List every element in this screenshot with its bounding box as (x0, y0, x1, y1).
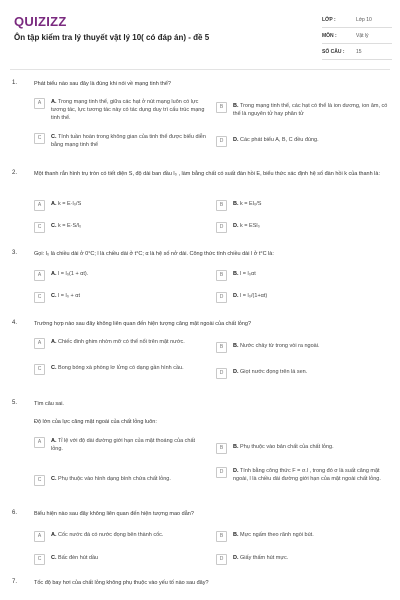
option-text: Giọt nước đọng trên lá sen. (240, 369, 308, 375)
question-number: 1. (12, 80, 18, 86)
option-key: D. (233, 293, 239, 299)
option-key: B. (233, 444, 239, 450)
option-key: B. (233, 532, 239, 538)
meta-subject (322, 28, 392, 44)
header-divider (10, 69, 390, 70)
option-letter: D (216, 554, 227, 565)
option-text: k = E·S/l₀ (58, 223, 82, 229)
option-d[interactable] (216, 467, 388, 483)
option-text: l = l₀ + αt (58, 293, 81, 299)
question-text: Một thanh rắn hình trụ tròn có tiết diện S, độ dài ban đầu l₀ , làm bằng chất có suất đàn hồi E, biểu thức xác định hệ số đàn hồi k của thanh là: (34, 171, 380, 177)
question-subtext: Độ lớn của lực căng mặt ngoài của chất lỏng luôn: (34, 419, 157, 425)
question-number: 2. (12, 170, 18, 176)
option-letter: A (34, 437, 45, 448)
question-1 (12, 80, 388, 160)
option-text: l = l₀(1 + αt). (58, 271, 89, 277)
option-c[interactable] (34, 292, 206, 303)
option-key: C. (51, 476, 57, 482)
option-c[interactable] (34, 364, 206, 375)
option-text: Chiếc đinh ghim nhờn mỡ có thể nổi trên mặt nước. (58, 339, 185, 345)
option-letter: B (216, 102, 227, 113)
option-text: k = ESl₀ (240, 223, 260, 229)
option-b[interactable] (216, 102, 388, 118)
option-text: Cốc nước đá có nước đọng bên thành cốc. (58, 532, 164, 538)
question-text: Tốc độ bay hơi của chất lỏng không phụ thuộc vào yếu tố nào sau đây? (34, 580, 209, 586)
option-b[interactable] (216, 200, 388, 211)
option-key: C. (51, 555, 57, 561)
option-letter: C (34, 475, 45, 486)
option-a[interactable] (34, 531, 206, 542)
option-c[interactable] (34, 554, 206, 565)
meta-label: MÔN : (322, 32, 337, 39)
question-4 (12, 320, 388, 390)
option-text: Trong mạng tinh thể, các hạt có thể là ion dương, ion âm, có thể là nguyên tử hay phân tử (233, 103, 388, 117)
option-d[interactable] (216, 554, 388, 565)
option-a[interactable] (34, 338, 206, 349)
option-a[interactable] (34, 98, 206, 122)
option-key: C. (51, 365, 57, 371)
option-text: Bấc đèn hút dầu (58, 555, 99, 561)
meta-value: 15 (356, 48, 362, 55)
option-letter: C (34, 364, 45, 375)
question-5 (12, 400, 388, 500)
question-6 (12, 510, 388, 570)
option-text: l = l₀αt (240, 271, 256, 277)
option-text: Trong mạng tinh thể, giữa các hạt ở nút mạng luôn có lực tương tác, lực tương tác này có tác dụng duy trì cấu trúc mạng tinh thể. (51, 99, 205, 121)
option-letter: C (34, 292, 45, 303)
option-key: C. (51, 223, 57, 229)
option-b[interactable] (216, 270, 388, 281)
option-a[interactable] (34, 437, 206, 453)
question-number: 5. (12, 400, 18, 406)
option-letter: C (34, 133, 45, 144)
option-c[interactable] (34, 475, 206, 486)
option-text: l = l₀/(1+αt) (240, 293, 268, 299)
question-2 (12, 170, 388, 240)
question-text: Trường hợp nào sau đây không liên quan đến hiện tượng căng mặt ngoài của chất lỏng? (34, 321, 252, 327)
question-text: Tìm câu sai. (34, 401, 64, 407)
option-letter: D (216, 368, 227, 379)
option-letter: A (34, 338, 45, 349)
meta-value: Vật lý (356, 32, 369, 39)
option-d[interactable] (216, 368, 388, 379)
option-key: A. (51, 271, 57, 277)
option-key: D. (233, 369, 239, 375)
option-key: C. (51, 293, 57, 299)
option-a[interactable] (34, 200, 206, 211)
option-key: B. (233, 201, 239, 207)
option-text: Phụ thuộc vào hình dạng bình chứa chất lỏng. (58, 476, 171, 482)
option-text: k = El₀/S (240, 201, 262, 207)
option-c[interactable] (34, 133, 206, 149)
option-text: Giấy thấm hút mực. (240, 555, 289, 561)
option-text: Nước chảy từ trong vòi ra ngoài. (240, 343, 320, 349)
option-text: k = E·l₀/S (58, 201, 82, 207)
option-text: Mực ngấm theo rãnh ngòi bút. (240, 532, 314, 538)
meta-class (322, 12, 392, 28)
option-text: Tỉ lệ với độ dài đường giới hạn của mặt thoáng của chất lỏng. (51, 438, 196, 452)
question-text: Biểu hiện nào sau đây không liên quan đến hiện tượng mao dẫn? (34, 511, 194, 517)
option-d[interactable] (216, 222, 388, 233)
option-b[interactable] (216, 443, 388, 454)
question-number: 3. (12, 250, 18, 256)
option-c[interactable] (34, 222, 206, 233)
option-text: Tính bằng công thức F = σ.l , trong đó σ là suất căng mặt ngoài, l là chiều dài đường giới hạn của mặt ngoài chất lỏng. (233, 468, 381, 482)
option-letter: A (34, 200, 45, 211)
question-text: Phát biểu nào sau đây là đúng khi nói về mạng tinh thể? (34, 81, 171, 87)
option-text: Các phát biểu A, B, C đều đúng. (240, 137, 319, 143)
option-text: Phụ thuộc vào bản chất của chất lỏng. (240, 444, 334, 450)
question-number: 6. (12, 510, 18, 516)
option-letter: C (34, 222, 45, 233)
question-number: 4. (12, 320, 18, 326)
option-d[interactable] (216, 136, 388, 147)
option-letter: D (216, 467, 227, 478)
option-b[interactable] (216, 531, 388, 542)
option-letter: A (34, 270, 45, 281)
option-key: D. (233, 555, 239, 561)
meta-value: Lớp 10 (356, 16, 372, 23)
option-letter: B (216, 443, 227, 454)
option-key: C. (51, 134, 57, 140)
option-key: B. (233, 343, 239, 349)
meta-box (322, 12, 392, 60)
meta-count (322, 44, 392, 60)
question-3 (12, 250, 388, 310)
option-key: A. (51, 438, 57, 444)
option-key: A. (51, 339, 57, 345)
option-letter: A (34, 98, 45, 109)
option-key: D. (233, 223, 239, 229)
question-7 (12, 579, 388, 593)
option-a[interactable] (34, 270, 206, 281)
option-text: Bong bóng xà phòng lơ lửng có dạng gần hình cầu. (58, 365, 184, 371)
option-b[interactable] (216, 342, 388, 353)
option-letter: B (216, 200, 227, 211)
option-key: A. (51, 99, 57, 105)
option-letter: D (216, 136, 227, 147)
quizizz-logo: QUIZIZZ (14, 14, 67, 29)
option-letter: D (216, 292, 227, 303)
option-key: B. (233, 103, 239, 109)
meta-label: SỐ CÂU : (322, 48, 345, 55)
meta-label: LỚP : (322, 16, 336, 23)
option-d[interactable] (216, 292, 388, 303)
question-text: Gọi: l₀ là chiều dài ở 0°C; l là chiều dài ở t°C; α là hệ số nở dài. Công thức tính chiều dài l ở t°C là: (34, 251, 274, 257)
option-letter: B (216, 342, 227, 353)
option-key: A. (51, 532, 57, 538)
option-letter: B (216, 270, 227, 281)
option-key: B. (233, 271, 239, 277)
option-letter: B (216, 531, 227, 542)
worksheet-header (0, 0, 400, 66)
option-letter: A (34, 531, 45, 542)
option-letter: C (34, 554, 45, 565)
option-key: D. (233, 468, 239, 474)
worksheet-title: Ôn tập kiểm tra lý thuyết vật lý 10( có đáp án) - đề 5 (14, 33, 210, 42)
option-key: D. (233, 137, 239, 143)
option-key: A. (51, 201, 57, 207)
option-text: Tính tuần hoàn trong không gian của tinh thể được biểu diễn bằng mạng tinh thể (51, 134, 206, 148)
question-number: 7. (12, 579, 18, 585)
option-letter: D (216, 222, 227, 233)
